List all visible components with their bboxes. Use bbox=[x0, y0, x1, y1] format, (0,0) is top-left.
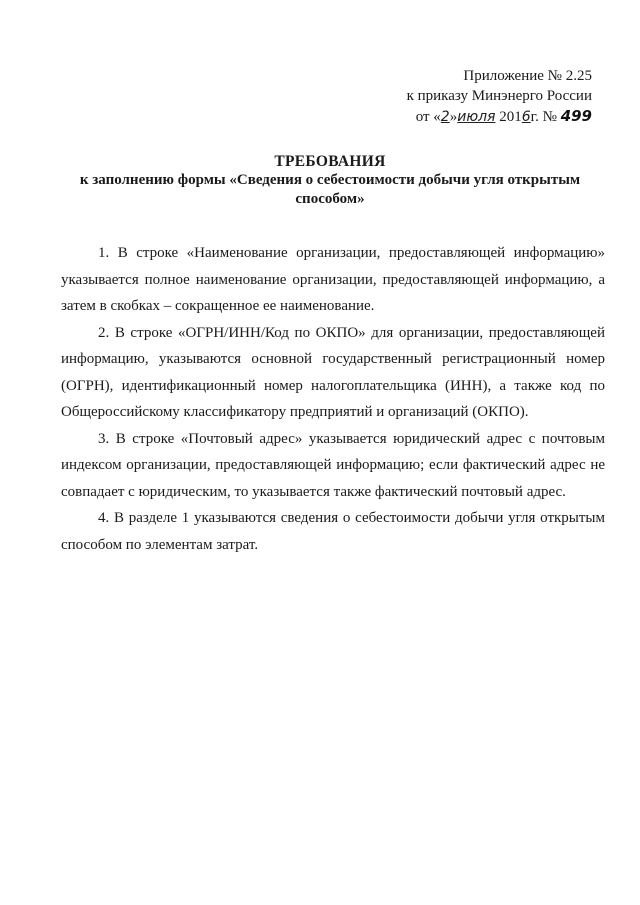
handwritten-year-digit: 6 bbox=[521, 109, 531, 125]
date-year-prefix: 201 bbox=[495, 109, 522, 125]
document-title bbox=[60, 152, 600, 209]
annex-title: Приложение № 2.25 bbox=[463, 68, 592, 84]
number-prefix: № bbox=[538, 109, 561, 125]
paragraph-4: 4. В разделе 1 указываются сведения о себестоимости добычи угля открытым способом по элементам затрат. bbox=[61, 510, 605, 553]
paragraph-2: 2. В строке «ОГРН/ИНН/Код по ОКПО» для организации, предоставляющей информацию, указываются основной государственный регистрационный номер (ОГРН), идентификационный номер налогоплательщика (ИНН), а также код по Общероссийскому классификатору предприятий и организаций (ОКПО). bbox=[61, 324, 605, 420]
title-subheading: к заполнению формы «Сведения о себестоимости добычи угля открытым способом» bbox=[79, 172, 581, 207]
annex-date-line bbox=[407, 106, 592, 127]
annex-order-reference: к приказу Минэнерго России bbox=[406, 88, 592, 104]
handwritten-order-number: 499 bbox=[560, 107, 592, 125]
annex-header bbox=[407, 66, 592, 127]
handwritten-month: июля bbox=[457, 109, 496, 125]
date-year-suffix: г. bbox=[530, 109, 539, 125]
paragraph-1: 1. В строке «Наименование организации, предоставляющей информацию» указывается полное наименование организации, предоставляющей информацию, а затем в скобках – сокращенное ее наименование. bbox=[61, 245, 605, 314]
requirements-body bbox=[61, 240, 605, 558]
date-prefix: от « bbox=[415, 109, 441, 125]
title-heading: ТРЕБОВАНИЯ bbox=[274, 153, 386, 170]
paragraph-3: 3. В строке «Почтовый адрес» указывается юридический адрес с почтовым индексом организации, предоставляющей информацию; если фактический адрес не совпадает с юридическим, то указывается также фактический почтовый адрес. bbox=[61, 430, 605, 500]
date-mid: » bbox=[449, 109, 458, 125]
handwritten-day: 2 bbox=[440, 109, 450, 125]
